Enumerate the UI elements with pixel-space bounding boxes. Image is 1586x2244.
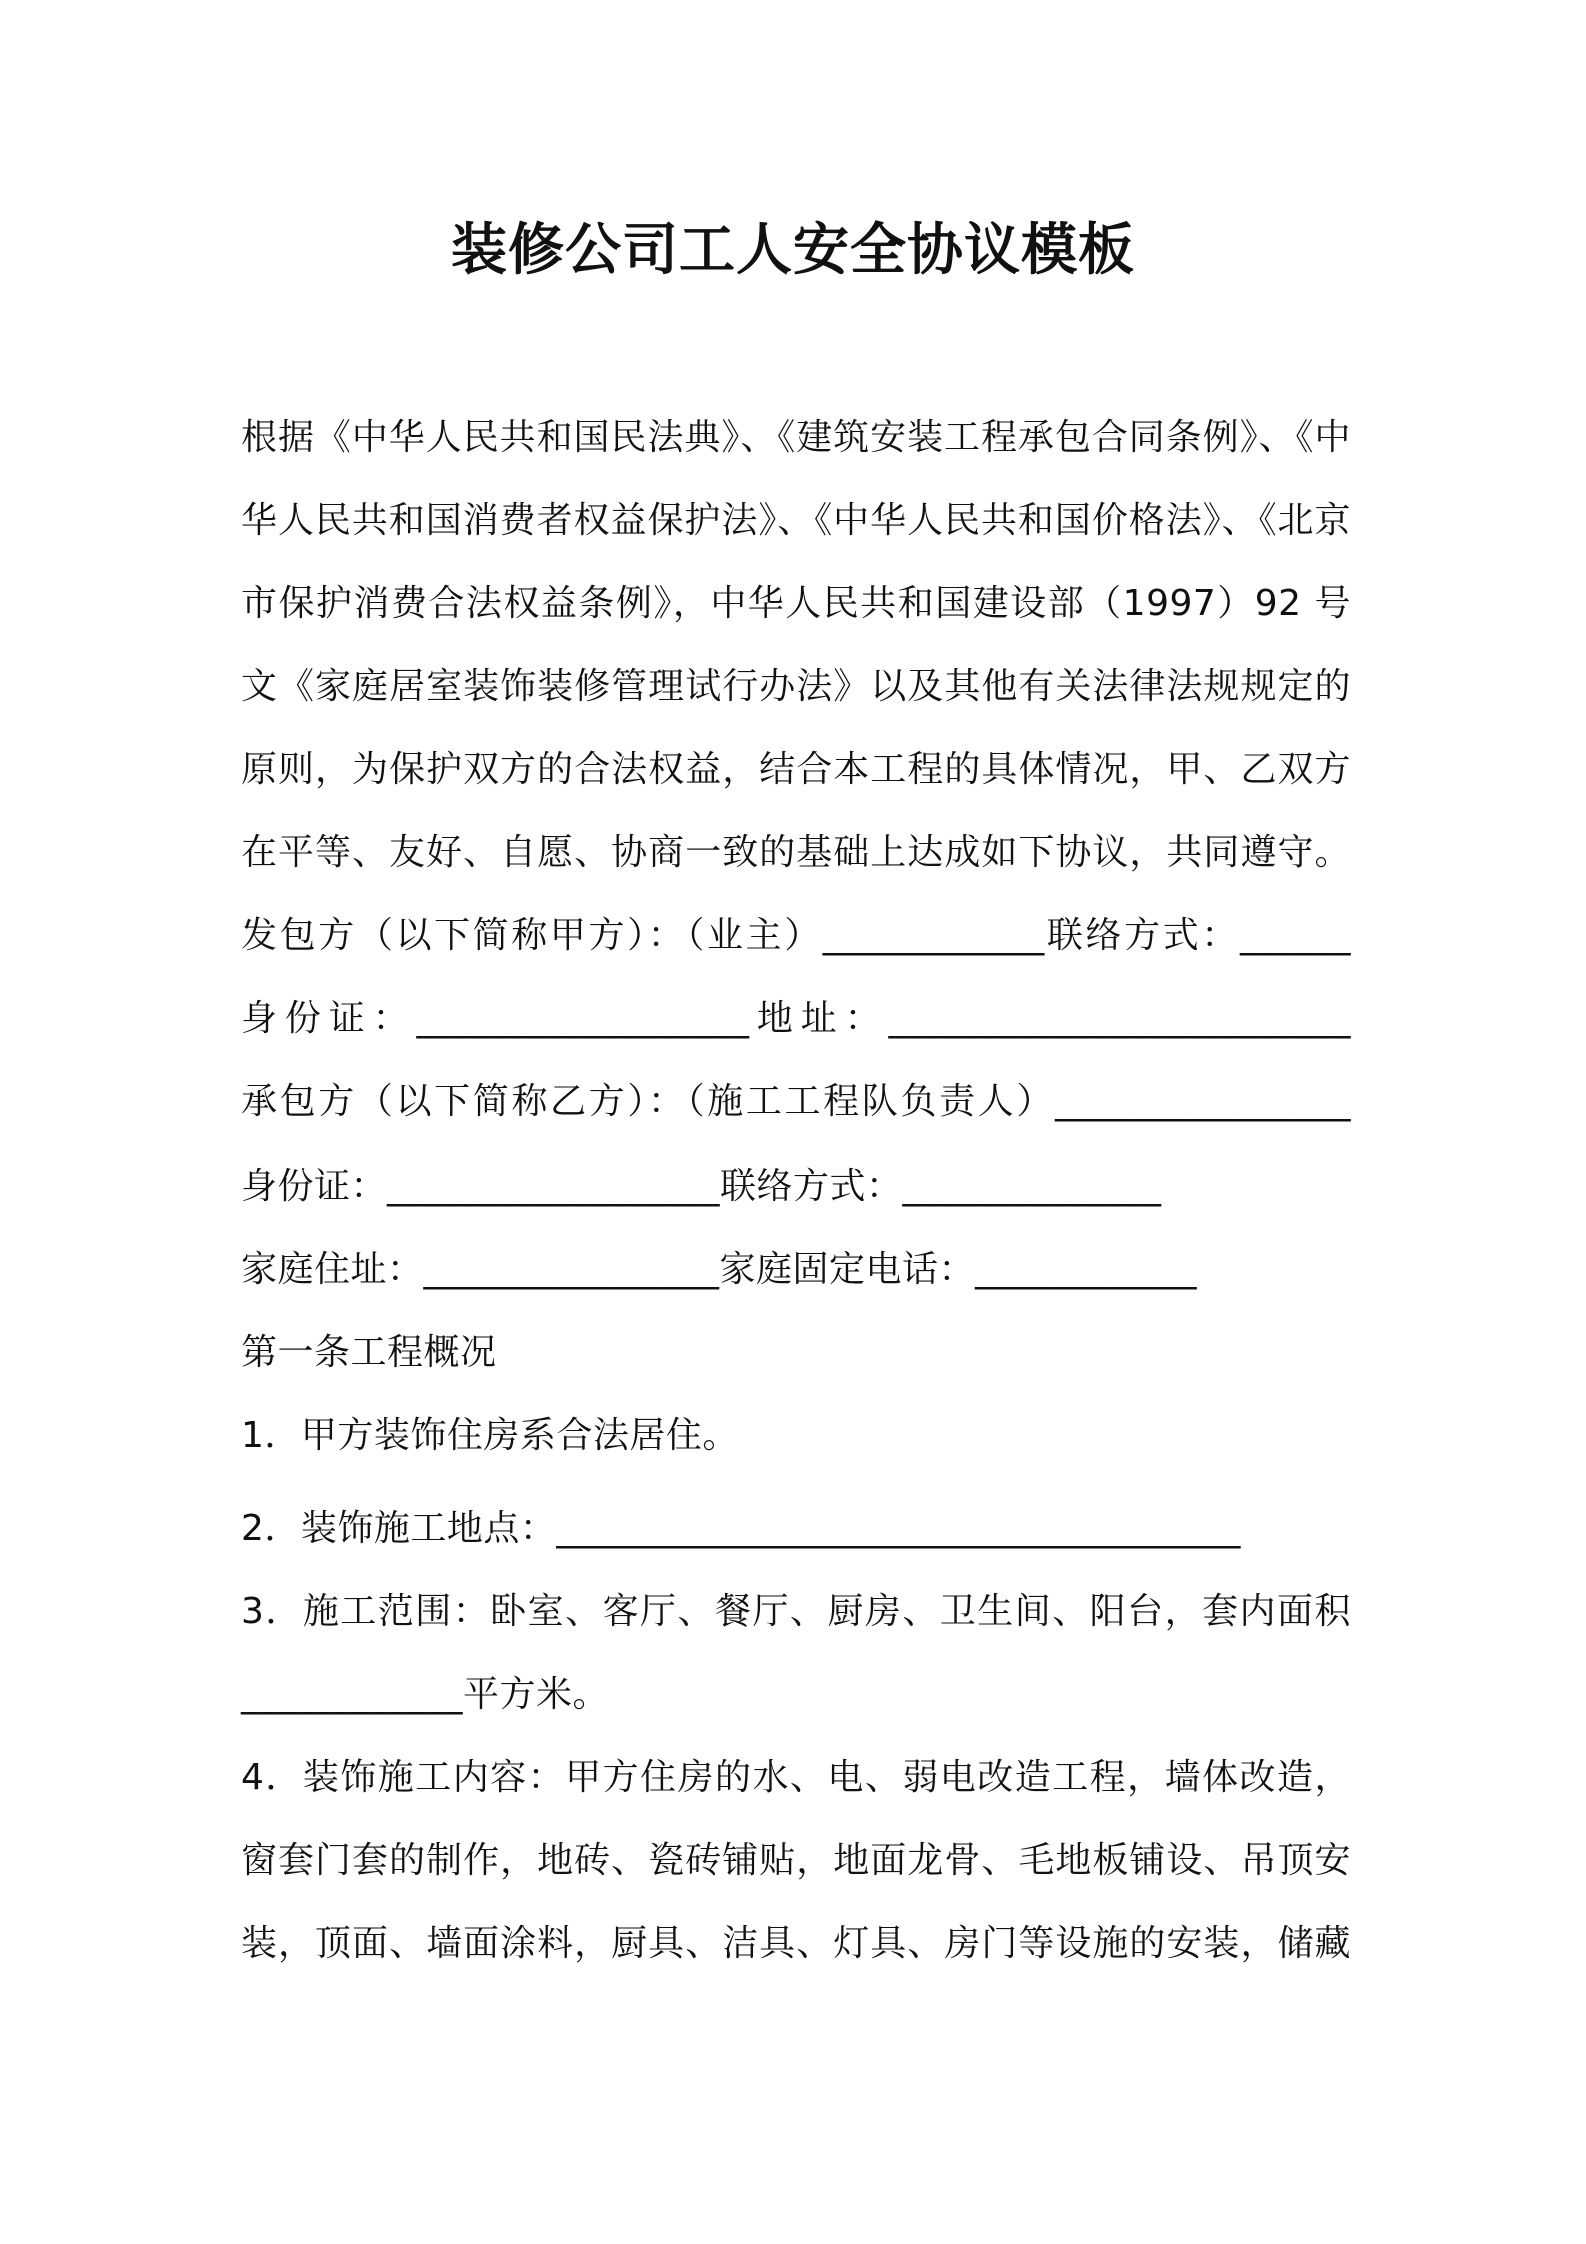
preamble-line-1: 根据《中华人民共和国民法典》、《建筑安装工程承包合同条例》、《中	[241, 417, 1351, 458]
article-1-heading: 第一条工程概况	[241, 1332, 497, 1373]
preamble-line-3: 市保护消费合法权益条例》，中华人民共和国建设部（1997）92 号	[241, 583, 1351, 624]
item-3: 3．施工范围：卧室、客厅、餐厅、厨房、卫生间、阳台，套内面积	[241, 1591, 1351, 1632]
party-a-line: 发包方（以下简称甲方）：（业主）____________联络方式：______	[241, 915, 1351, 956]
home-address-line: 家庭住址：________________家庭固定电话：____________	[241, 1249, 1198, 1290]
item-2: 2．装饰施工地点：_____________________________________	[241, 1508, 1241, 1549]
party-a-id-line: 身份证：__________________地址：_________________________	[241, 998, 1351, 1039]
item-4-cont-2: 装，顶面、墙面涂料，厨具、洁具、灯具、房门等设施的安装，储藏	[241, 1923, 1351, 1964]
preamble-line-4: 文《家庭居室装饰装修管理试行办法》以及其他有关法律法规规定的	[241, 666, 1351, 707]
party-b-id-line: 身份证：__________________联络方式：______________	[241, 1166, 1162, 1207]
item-4-cont-1: 窗套门套的制作，地砖、瓷砖铺贴，地面龙骨、毛地板铺设、吊顶安	[241, 1840, 1351, 1881]
document-title: 装修公司工人安全协议模板	[451, 218, 1135, 283]
preamble-line-5: 原则，为保护双方的合法权益，结合本工程的具体情况，甲、乙双方	[241, 749, 1351, 790]
item-1: 1．甲方装饰住房系合法居住。	[241, 1415, 739, 1456]
item-4: 4．装饰施工内容：甲方住房的水、电、弱电改造工程，墙体改造，	[241, 1757, 1351, 1798]
preamble-line-2: 华人民共和国消费者权益保护法》、《中华人民共和国价格法》、《北京	[241, 500, 1351, 541]
preamble-line-6: 在平等、友好、自愿、协商一致的基础上达成如下协议，共同遵守。	[241, 832, 1351, 873]
party-b-line: 承包方（以下简称乙方）：（施工工程队负责人）________________	[241, 1081, 1351, 1122]
item-3-cont: ____________平方米。	[241, 1674, 610, 1715]
